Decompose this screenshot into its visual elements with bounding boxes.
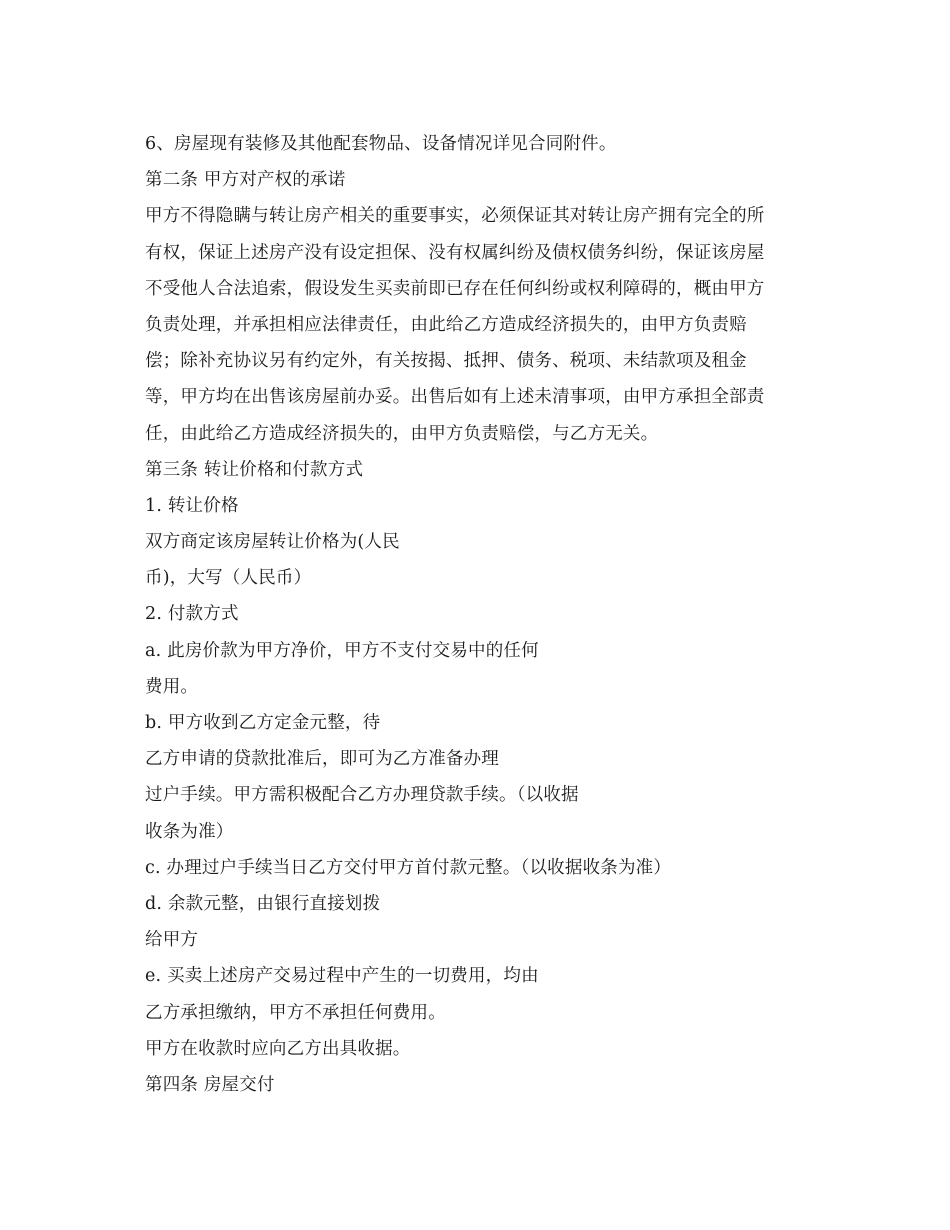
text-line: 费用。 — [145, 676, 199, 697]
text-line: 不受他人合法追索，假设发生买卖前即已存在任何纠纷或权利障碍的，概由甲方 — [145, 278, 765, 299]
text-line: 偿；除补充协议另有约定外，有关按揭、抵押、债务、税项、未结款项及租金 — [145, 351, 747, 372]
text-line: 乙方申请的贷款批准后，即可为乙方准备办理 — [145, 749, 499, 770]
text-line: 给甲方 — [145, 930, 199, 951]
list-item: a. 此房价款为甲方净价，甲方不支付交易中的任何 — [145, 640, 539, 661]
list-item: c. 办理过户手续当日乙方交付甲方首付款元整。（以收据收条为准） — [145, 857, 672, 878]
section-heading: 第三条 转让价格和付款方式 — [145, 459, 364, 480]
list-item: b. 甲方收到乙方定金元整，待 — [145, 713, 381, 733]
text-line: 甲方不得隐瞒与转让房产相关的重要事实，必须保证其对转让房产拥有完全的所 — [145, 206, 765, 227]
text-line: 甲方在收款时应向乙方出具收据。 — [145, 1038, 411, 1059]
document-body — [145, 126, 810, 1103]
subsection-heading: 2. 付款方式 — [145, 604, 239, 625]
text-line: 负责处理，并承担相应法律责任，由此给乙方造成经济损失的，由甲方负责赔 — [145, 314, 747, 335]
text-line: 币)，大写（人民币） — [145, 568, 312, 589]
text-line: 收条为准） — [145, 821, 234, 842]
text-line: 乙方承担缴纳，甲方不承担任何费用。 — [145, 1002, 446, 1023]
section-heading: 第二条 甲方对产权的承诺 — [145, 170, 346, 191]
text-line: 6、房屋现有装修及其他配套物品、设备情况详见合同附件。 — [145, 134, 617, 154]
list-item: e. 买卖上述房产交易过程中产生的一切费用，均由 — [145, 966, 539, 987]
text-line: 任，由此给乙方造成经济损失的，由甲方负责赔偿，与乙方无关。 — [145, 423, 659, 444]
text-line: 等，甲方均在出售该房屋前办妥。出售后如有上述未清事项，由甲方承担全部责 — [145, 387, 765, 408]
text-line: 双方商定该房屋转让价格为(人民 — [145, 532, 400, 553]
list-item: d. 余款元整，由银行直接划拨 — [145, 893, 381, 914]
text-line: 有权，保证上述房产没有设定担保、没有权属纠纷及债权债务纠纷，保证该房屋 — [145, 242, 765, 263]
subsection-heading: 1. 转让价格 — [145, 495, 239, 516]
section-heading: 第四条 房屋交付 — [145, 1074, 275, 1095]
text-line: 过户手续。甲方需积极配合乙方办理贷款手续。（以收据 — [145, 785, 579, 806]
